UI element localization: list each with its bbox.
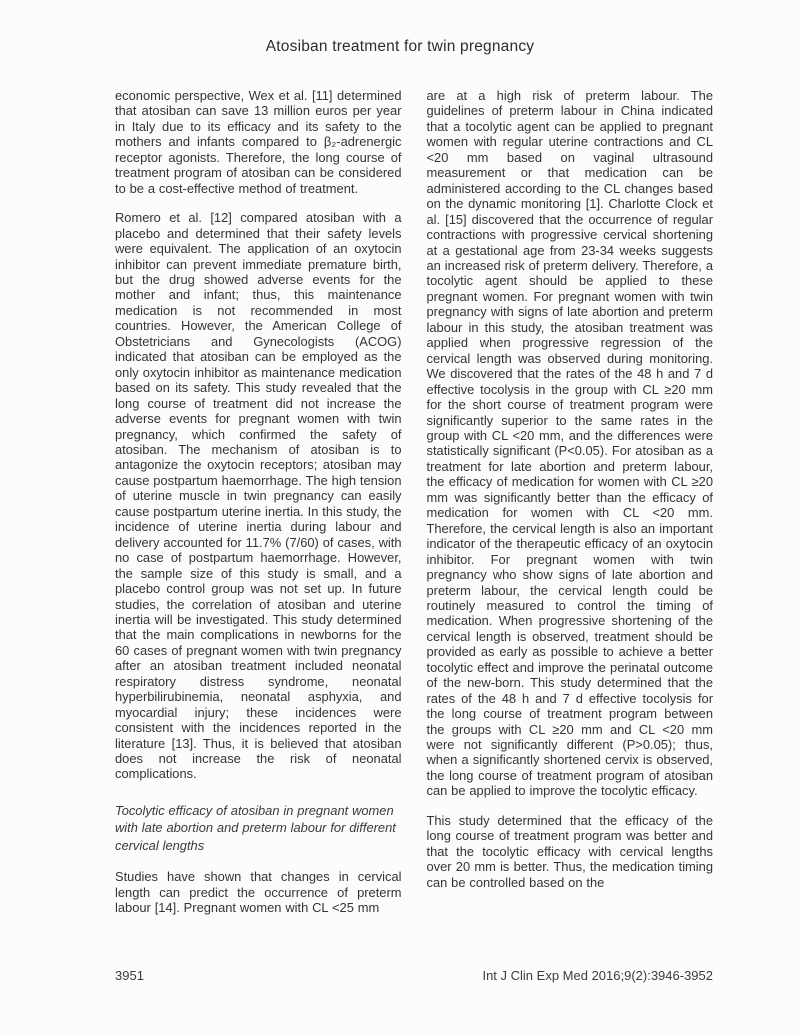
- paragraph: are at a high risk of preterm labour. The guidelines of preterm labour in China indicated that a tocolytic agent can be applied to pregnant women with regular uterine contractions and CL <20 mm based on vaginal ultrasound measurement or that medication can be administered according to the CL changes based on the dynamic monitoring [1]. Charlotte Clock et al. [15] discovered that the occurrence of regular contractions with progressive cervical shortening at a gestational age from 23-34 weeks suggests an increased risk of preterm delivery. Therefore, a tocolytic agent should be applied to these pregnant women. For pregnant women with twin pregnancy with signs of late abortion and preterm labour in this study, the atosiban treatment was applied when progressive regression of the cervical length was observed during monitoring. We discovered that the rates of the 48 h and 7 d effective tocolysis in the group with CL ≥20 mm for the short course of treatment program were significantly superior to the same rates in the group with CL <20 mm, and the differences were statistically significant (P<0.05). For atosiban as a treatment for late abortion and preterm labour, the efficacy of medication for women with CL ≥20 mm was significantly better than the efficacy of medication for women with CL <20 mm. Therefore, the cervical length is also an important indicator of the therapeutic efficacy of an oxytocin inhibitor. For pregnant women with twin pregnancy who show signs of late abortion and preterm labour, the cervical length could be routinely measured to control the timing of medication. When progressive shortening of the cervical length is observed, treatment should be provided as early as possible to achieve a better tocolytic effect and improve the perinatal outcome of the new-born. This study determined that the rates of the 48 h and 7 d effective tocolysis for the long course of treatment program between the groups with CL ≥20 mm and CL <20 mm were not significantly different (P>0.05); thus, when a significantly shortened cervix is observed, the long course of treatment program of atosiban can be applied to improve the tocolytic efficacy.: [426, 88, 713, 799]
- running-title: Atosiban treatment for twin pregnancy: [265, 38, 535, 55]
- right-column: [427, 88, 714, 930]
- journal-citation: Int J Clin Exp Med 2016;9(2):3946-3952: [482, 968, 713, 983]
- paragraph: economic perspective, Wex et al. [11] determined that atosiban can save 13 million euros per year in Italy due to its efficacy and its safety to the mothers and infants compared to β₂-adrenergic receptor agonists. Therefore, the long course of treatment program of atosiban can be considered to be a cost-effective method of treatment.: [115, 88, 402, 196]
- paragraph: Romero et al. [12] compared atosiban with a placebo and determined that their safety levels were equivalent. The application of an oxytocin inhibitor can prevent immediate premature birth, but the drug showed adverse events for the mother and infant; thus, this maintenance medication is not recommended in most countries. However, the American College of Obstetricians and Gynecologists (ACOG) indicated that atosiban can be employed as the only oxytocin inhibitor as maintenance medication based on its safety. This study revealed that the long course of treatment did not increase the adverse events for pregnant women with twin pregnancy, which confirmed the safety of atosiban. The mechanism of atosiban is to antagonize the oxytocin receptors; atosiban may cause postpartum haemorrhage. The high tension of uterine muscle in twin pregnancy can easily cause postpartum uterine inertia. In this study, the incidence of uterine inertia during labour and delivery accounted for 11.7% (7/60) of cases, with no case of postpartum haemorrhage. However, the sample size of this study is small, and a placebo control group was not set up. In future studies, the correlation of atosiban and uterine inertia will be investigated. This study determined that the main complications in newborns for the 60 cases of pregnant women with twin pregnancy after an atosiban treatment included neonatal respiratory distress syndrome, neonatal hyperbilirubinemia, neonatal asphyxia, and myocardial injury; these incidences were consistent with the incidences reported in the literature [13]. Thus, it is believed that atosiban does not increase the risk of neonatal complications.: [115, 210, 402, 782]
- page-number: 3951: [115, 968, 144, 983]
- page-footer: [115, 968, 713, 983]
- paragraph: This study determined that the efficacy of the long course of treatment program was better and that the tocolytic efficacy with cervical lengths over 20 mm is better. Thus, the medication timing can be controlled based on the: [426, 812, 713, 890]
- paragraph: Studies have shown that changes in cervical length can predict the occurrence of preterm labour [14]. Pregnant women with CL <25 mm: [115, 869, 402, 916]
- two-column-body: [115, 88, 713, 930]
- section-subheading: Tocolytic efficacy of atosiban in pregnant women with late abortion and preterm labour for different cervical lengths: [115, 802, 396, 853]
- left-column: [115, 88, 402, 930]
